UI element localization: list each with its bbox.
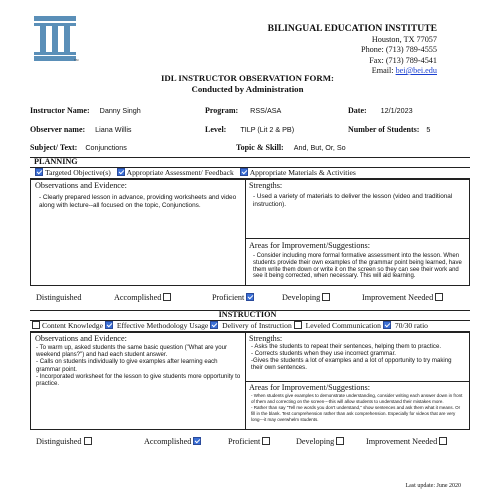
instruction-rating-row [0,437,495,449]
planning-criterion-2: Appropriate Materials & Activities [249,168,356,177]
planning-observations-text: - Clearly prepared lesson in advance, providing worksheets and video along with lecture--all focused on the topic, Conjunctions. [39,194,237,209]
form-subtitle: Conducted by Administration [191,83,304,94]
institute-city: Houston, TX 77057 [371,34,437,44]
instruction-ratio: 70/30 ratio [394,321,428,330]
program-field [205,100,281,118]
bei-logo-icon [30,14,80,62]
planning-criterion-0: Targeted Objective(s) [45,168,111,177]
level-value: TILP (Lit 2 & PB) [240,125,295,134]
date-label: Date: [348,106,367,115]
program-value: RSS/ASA [250,106,282,115]
email-label: Email: [371,66,394,75]
planning-criterion-1: Appropriate Assessment/ Feedback [126,168,234,177]
topic-label: Topic & Skill: [236,143,284,152]
rating2-accomplished-check[interactable] [193,437,201,445]
instruction-title: INSTRUCTION [218,310,277,319]
rating2-proficient-check[interactable] [262,437,270,445]
students-value: 5 [426,125,431,134]
subject-value: Conjunctions [85,143,127,152]
instruction-strengths-head: Strengths: [249,334,283,343]
planning-strengths-text: - Used a variety of materials to deliver the lesson (video and traditional instruction). [253,193,453,208]
email-link[interactable]: bei@bei.edu [395,66,437,75]
rating1-accomplished-label: Accomplished [114,293,162,302]
instruction-check-0[interactable] [105,321,113,329]
instruction-strengths-text: - Asks the students to repeat their sentences, helping them to practice. - Corrects students when they use incorrect grammar. -Gives the students a lot of examples and a lot of opportunity to try making their own sentences. [251,343,452,371]
instructor-field [30,100,141,118]
rating1-improvement-label: Improvement Needed [362,293,434,302]
rating1-improvement-check[interactable] [435,293,443,301]
level-label: Level: [205,125,227,134]
institute-name: BILINGUAL EDUCATION INSTITUTE [267,23,437,34]
planning-check-0[interactable] [35,168,43,176]
rating2-improvement-check[interactable] [439,437,447,445]
date-field [348,100,413,118]
instruction-areas-head: Areas for Improvement/Suggestions: [249,383,370,392]
planning-section [30,157,470,158]
rating2-proficient-label: Proficient [228,437,261,446]
observer-field [30,119,132,137]
planning-areas-text: - Consider including more formal formative assessment into the lesson. When students provide their own examples of the grammar point being learned, have them write them down or write it on the screen so they can see their work and see it being corrected, when necessary. This will aid learning. [253,253,462,280]
level-field [205,119,294,137]
planning-check-1[interactable] [117,168,125,176]
instruction-evidence-grid [30,332,470,430]
instruction-criterion-2: Delivery of Instruction [222,321,292,330]
planning-check-2[interactable] [240,168,248,176]
instruction-observations-text: - To warm up, asked students the same basic question ("What are your weekend plans?") and had each student answer. - Calls on students individually to give examples after learning each grammar point. - Incorporated worksheet for the lesson to give students more opportunity to practice. [36,344,241,388]
instruction-criterion-1: Effective Methodology Usage [116,321,209,330]
instruction-criteria-bar [30,320,470,332]
rating1-proficient-label: Proficient [212,293,245,302]
rating1-developing-label: Developing [282,293,321,302]
institute-header [268,24,437,77]
subject-field [30,137,127,155]
rating2-developing-label: Developing [296,437,335,446]
rating1-developing-check[interactable] [322,293,330,301]
form-title [0,73,495,94]
observer-label: Observer name: [30,125,86,134]
students-label: Number of Students: [348,125,420,134]
instructor-value: Danny Singh [99,106,141,115]
planning-rating-row [0,293,495,305]
students-field [348,119,430,137]
institute-phone: Phone: (713) 789-4555 [361,45,437,54]
planning-evidence-grid [30,179,470,286]
svg-text:TM: TM [74,58,79,62]
planning-title: PLANNING [34,157,78,166]
rating1-accomplished-check[interactable] [163,293,171,301]
topic-value: And, But, Or, So [293,143,346,152]
instruction-check-0a[interactable] [32,321,40,329]
planning-divider [245,180,246,285]
rating2-distinguished-label: Distinguished [36,437,82,446]
rating2-developing-check[interactable] [336,437,344,445]
program-label: Program: [205,106,239,115]
rating2-accomplished-label: Accomplished [144,437,192,446]
instruction-check-1[interactable] [210,321,218,329]
instruction-check-2[interactable] [294,321,302,329]
planning-strengths-head: Strengths: [249,181,283,190]
instruction-observations-head: Observations and Evidence: [35,334,127,343]
rating2-distinguished-check[interactable] [84,437,92,445]
form-title-main: IDL INSTRUCTOR OBSERVATION FORM: [161,73,334,83]
instruction-divider-h [245,381,469,382]
planning-areas-head: Areas for Improvement/Suggestions: [249,241,370,250]
planning-observations-head: Observations and Evidence: [35,181,127,190]
planning-criteria-bar [30,167,470,179]
last-update-footer: Last update: June 2020 [405,483,461,489]
date-value: 12/1/2023 [380,106,413,115]
observer-value: Liana Willis [95,125,132,134]
subject-label: Subject/ Text: [30,143,78,152]
instruction-check-3[interactable] [383,321,391,329]
instruction-areas-text: - When students give examples to demonstrate understanding, consider writing each answer down in front of them and correcting on the screen---this will allow students to understand their mistakes more. - Rather than say "Tell me words you don't understand," show sentences and ask them what it means. Or fill in the blank. Test comprehension rather than ask comprehension. Especially for videos that are very long---it may overwhelm students. [251,393,463,422]
topic-field [236,137,346,155]
instruction-criterion-0: Content Knowledge [42,321,103,330]
rating1-distinguished-label: Distinguished [36,293,82,302]
institute-fax: Fax: (713) 789-4541 [369,55,437,65]
rating1-proficient-check[interactable] [246,293,254,301]
planning-divider-h [245,238,469,239]
rating2-improvement-label: Improvement Needed [366,437,438,446]
instruction-criterion-3: Leveled Communication [305,321,381,330]
instructor-label: Instructor Name: [30,106,90,115]
